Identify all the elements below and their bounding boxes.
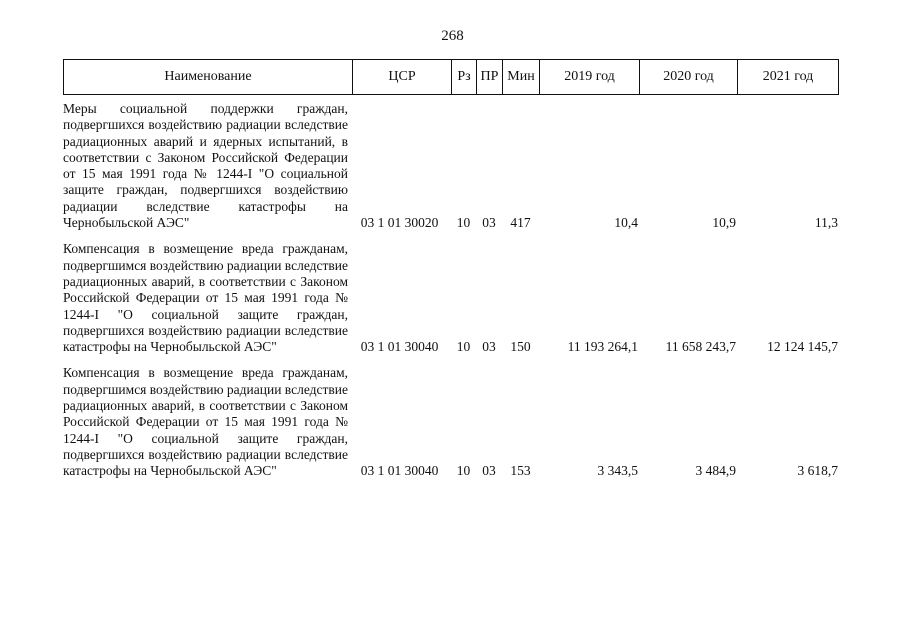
row-2021: 11,3 — [814, 215, 838, 231]
header-name: Наименование — [63, 60, 352, 94]
row-2021: 12 124 145,7 — [767, 339, 838, 355]
table-row — [63, 241, 839, 355]
header-rz: Рз — [451, 60, 476, 94]
row-2019: 3 343,5 — [597, 463, 638, 479]
row-name: Компенсация в возмещение вреда гражданам, подвергшимся воздействию радиации вследствие радиационных аварий, в соответствии с Законом Российской Федерации от 15 мая 1991 года № 1244-I "О социальной защите граждан, подвергшихся воздействию радиации вследствие катастрофы на Чернобыльской АЭС" — [63, 365, 348, 479]
row-2020: 3 484,9 — [695, 463, 736, 479]
header-2020: 2020 год — [639, 60, 737, 94]
row-name: Меры социальной поддержки граждан, подвергшихся воздействию радиации вследствие радиационных аварий и ядерных испытаний, в соответствии с Законом Российской Федерации от 15 мая 1991 года № 1244-I "О социальной защите граждан, подвергшихся воздействию радиации вследствие катастрофы на Чернобыльской АЭС" — [63, 101, 348, 231]
row-pr: 03 — [482, 215, 496, 231]
page-number: 268 — [441, 28, 464, 44]
row-min: 153 — [510, 463, 531, 479]
row-2019: 11 193 264,1 — [567, 339, 638, 355]
row-pr: 03 — [482, 463, 496, 479]
budget-table — [63, 59, 839, 480]
header-min: Мин — [502, 60, 539, 94]
table-header — [63, 59, 839, 95]
row-min: 150 — [510, 339, 531, 355]
row-pr: 03 — [482, 339, 496, 355]
row-2020: 10,9 — [712, 215, 736, 231]
row-rz: 10 — [456, 339, 471, 355]
row-csr: 03 1 01 30040 — [360, 463, 439, 479]
header-pr: ПР — [476, 60, 502, 94]
header-csr: ЦСР — [352, 60, 451, 94]
header-2019: 2019 год — [539, 60, 639, 94]
row-min: 417 — [510, 215, 531, 231]
header-2021: 2021 год — [737, 60, 839, 94]
table-row — [63, 365, 839, 479]
row-2019: 10,4 — [614, 215, 638, 231]
row-csr: 03 1 01 30040 — [360, 339, 439, 355]
row-2020: 11 658 243,7 — [665, 339, 736, 355]
row-rz: 10 — [456, 215, 471, 231]
row-rz: 10 — [456, 463, 471, 479]
table-row — [63, 101, 839, 231]
row-name: Компенсация в возмещение вреда гражданам, подвергшимся воздействию радиации вследствие радиационных аварий, в соответствии с Законом Российской Федерации от 15 мая 1991 года № 1244-I "О социальной защите граждан, подвергшихся воздействию радиации вследствие катастрофы на Чернобыльской АЭС" — [63, 241, 348, 355]
row-csr: 03 1 01 30020 — [360, 215, 439, 231]
row-2021: 3 618,7 — [797, 463, 838, 479]
